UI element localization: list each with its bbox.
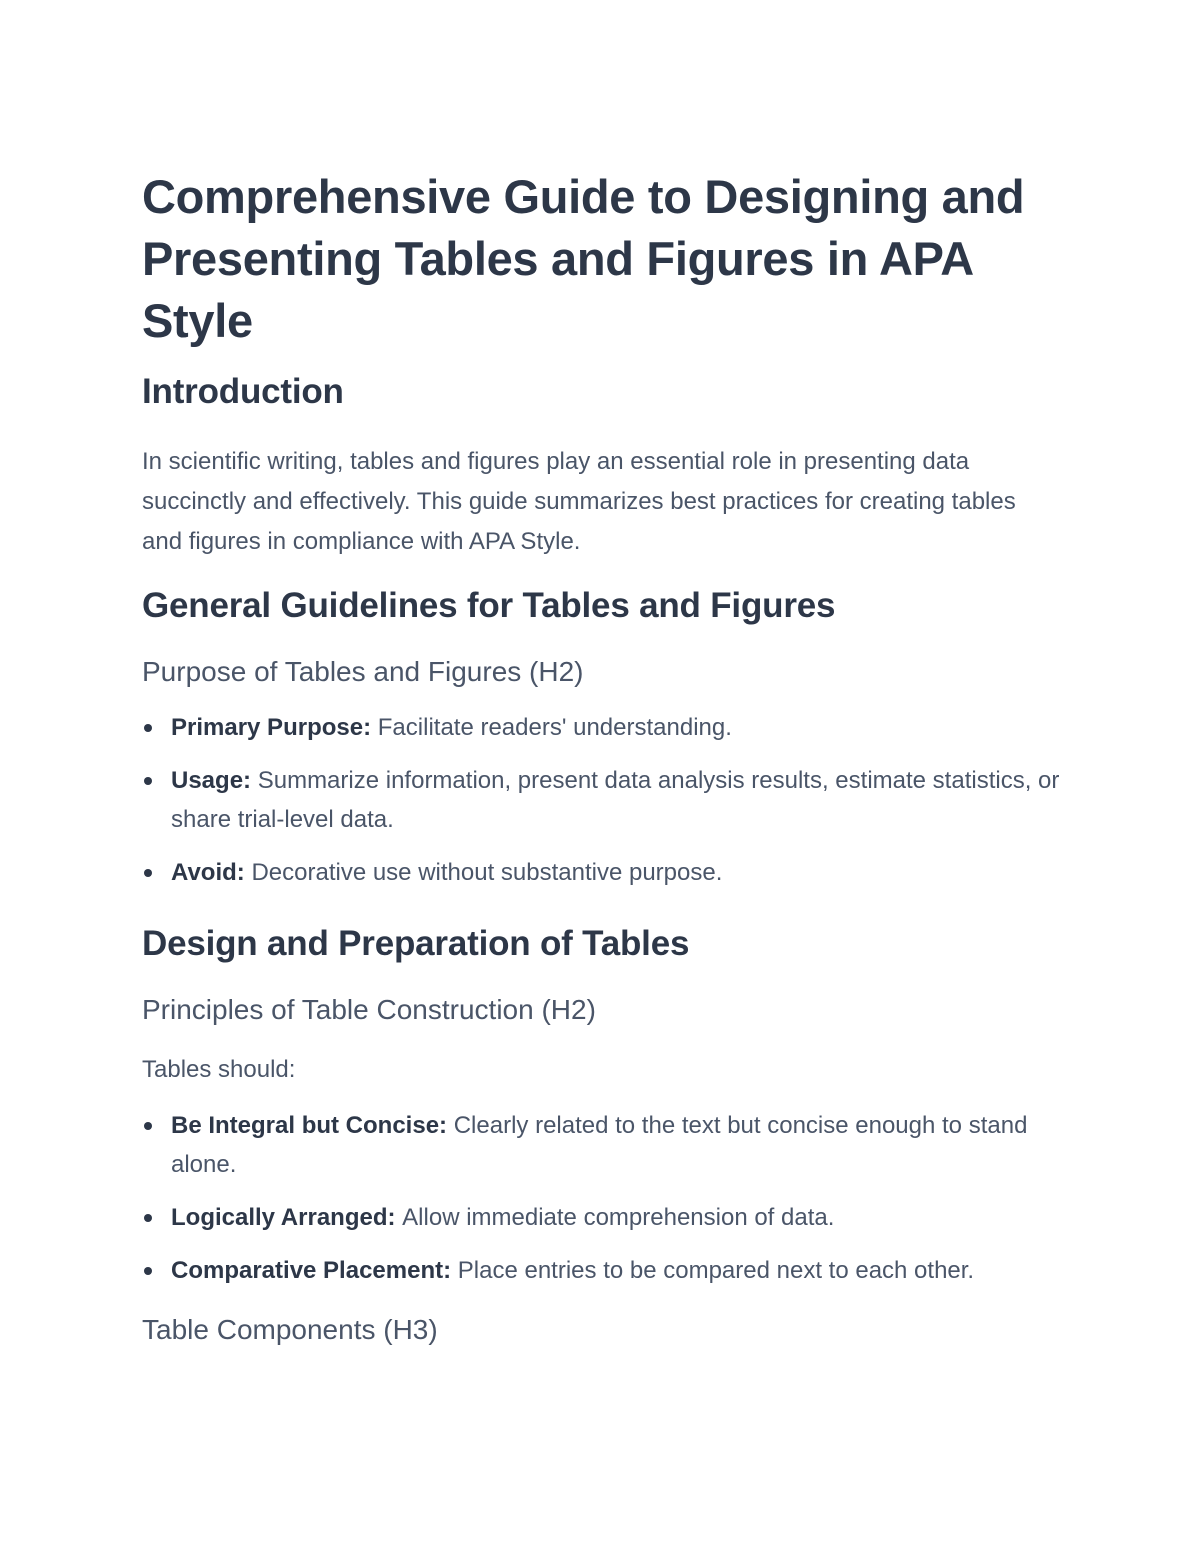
- subheading-table-components: Table Components (H3): [142, 1314, 438, 1345]
- list-item-term: Usage: [171, 767, 244, 794]
- principles-list: [142, 1106, 1062, 1290]
- list-item-term: Logically Arranged: [171, 1204, 388, 1231]
- list-item-separator: :: [243, 767, 258, 794]
- introduction-paragraph: In scientific writing, tables and figures play an essential role in presenting data succinctly and effectively. This guide summarizes best practices for creating tables and figures in compliance with APA Style.: [142, 448, 1016, 555]
- bullet-icon: [144, 1214, 152, 1222]
- purpose-list: [142, 708, 1062, 892]
- list-item-term: Primary Purpose: [171, 714, 364, 741]
- list-item: [142, 853, 1062, 892]
- list-item-term: Be Integral but Concise: [171, 1112, 440, 1139]
- list-item-text: Clearly related to the text but concise enough to stand alone.: [171, 1112, 1028, 1178]
- subheading-principles: Principles of Table Construction (H2): [142, 994, 596, 1025]
- list-item: [142, 1198, 1062, 1237]
- list-item-term: Comparative Placement: [171, 1257, 444, 1284]
- list-item-separator: :: [387, 1204, 403, 1231]
- document-title: Comprehensive Guide to Designing and Presenting Tables and Figures in APA Style: [142, 170, 1025, 347]
- document-page: [142, 166, 1062, 1348]
- list-item-term: Avoid: [171, 859, 237, 886]
- list-item-text: Decorative use without substantive purpose.: [251, 859, 723, 886]
- list-item-separator: :: [439, 1112, 454, 1139]
- list-item: [142, 1106, 1062, 1184]
- section-heading-introduction: Introduction: [142, 372, 344, 411]
- list-item-separator: :: [443, 1257, 458, 1284]
- list-item-text: Allow immediate comprehension of data.: [402, 1204, 835, 1231]
- principles-intro: Tables should:: [142, 1056, 296, 1083]
- bullet-icon: [144, 869, 152, 877]
- list-item-text: Facilitate readers' understanding.: [377, 714, 732, 741]
- subheading-purpose: Purpose of Tables and Figures (H2): [142, 656, 584, 687]
- section-heading-general-guidelines: General Guidelines for Tables and Figures: [142, 586, 836, 625]
- section-heading-design-tables: Design and Preparation of Tables: [142, 924, 690, 963]
- bullet-icon: [144, 1267, 152, 1275]
- list-item-text: Summarize information, present data analysis results, estimate statistics, or share trial-level data.: [171, 767, 1060, 833]
- list-item: [142, 1251, 1062, 1290]
- bullet-icon: [144, 724, 152, 732]
- list-item: [142, 708, 1062, 747]
- bullet-icon: [144, 1122, 152, 1130]
- bullet-icon: [144, 777, 152, 785]
- list-item-text: Place entries to be compared next to each other.: [457, 1257, 975, 1284]
- list-item-separator: :: [363, 714, 378, 741]
- list-item: [142, 761, 1062, 839]
- list-item-separator: :: [236, 859, 252, 886]
